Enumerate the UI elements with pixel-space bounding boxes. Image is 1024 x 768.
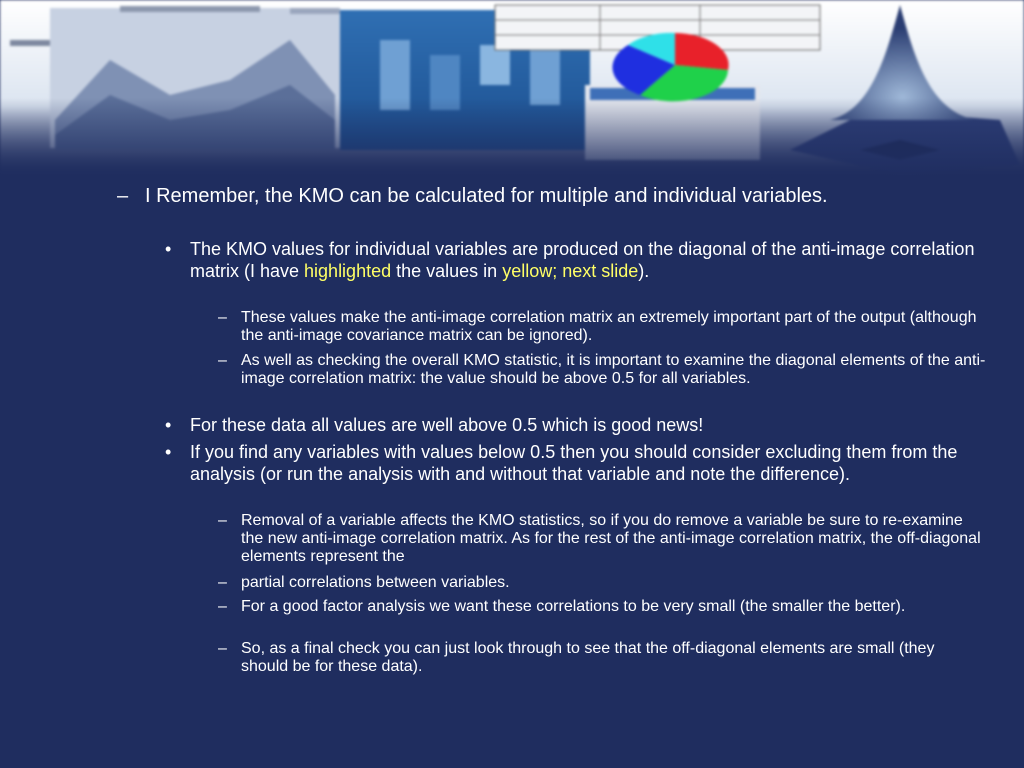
bullet-text: Removal of a variable affects the KMO statistics, so if you do remove a variable be sure to re-examine the new anti-image correlation matrix. As for the rest of the anti-image correlation matrix, the off-diagonal elements represent the xyxy=(241,512,981,565)
bullet-text: If you find any variables with values below 0.5 then you should consider excluding them from the analysis (or run the analysis with and without that variable and note the difference). xyxy=(190,442,958,484)
text-part: the values in xyxy=(391,261,503,281)
dot-marker: • xyxy=(165,442,172,462)
dash-marker: – xyxy=(218,640,227,657)
dash-marker: – xyxy=(218,352,227,369)
dash-marker: – xyxy=(218,512,227,529)
bullet-text: These values make the anti-image correlation matrix an extremely important part of the output (although the anti-image covariance matrix can be ignored). xyxy=(241,309,977,344)
dash-marker: – xyxy=(218,309,227,326)
dot-marker: • xyxy=(165,415,172,435)
bullet-text: I Remember, the KMO can be calculated for multiple and individual variables. xyxy=(145,185,828,207)
bullet-text: So, as a final check you can just look through to see that the off-diagonal elements are small (they should be for these data). xyxy=(241,640,935,675)
bullet-text xyxy=(190,238,980,282)
bullet-text: As well as checking the overall KMO statistic, it is important to examine the diagonal elements of the anti-image correlation matrix: the value should be above 0.5 for all variables. xyxy=(241,352,986,387)
dash-marker: – xyxy=(117,185,129,207)
highlighted-text: highlighted xyxy=(304,261,392,281)
dash-marker: – xyxy=(218,598,227,615)
dot-marker: • xyxy=(165,239,172,259)
text-part: ). xyxy=(638,261,650,281)
bullet-text: For these data all values are well above 0.5 which is good news! xyxy=(190,415,704,435)
text-part: The KMO values for individual variables are produced on the diagonal of the anti-image correlation matrix (I have xyxy=(190,239,975,281)
highlighted-text: yellow; next slide xyxy=(502,261,639,281)
bullet-text: For a good factor analysis we want these correlations to be very small (the smaller the better). xyxy=(241,598,906,615)
dash-marker: – xyxy=(218,574,227,591)
bullet-text: partial correlations between variables. xyxy=(241,574,510,591)
